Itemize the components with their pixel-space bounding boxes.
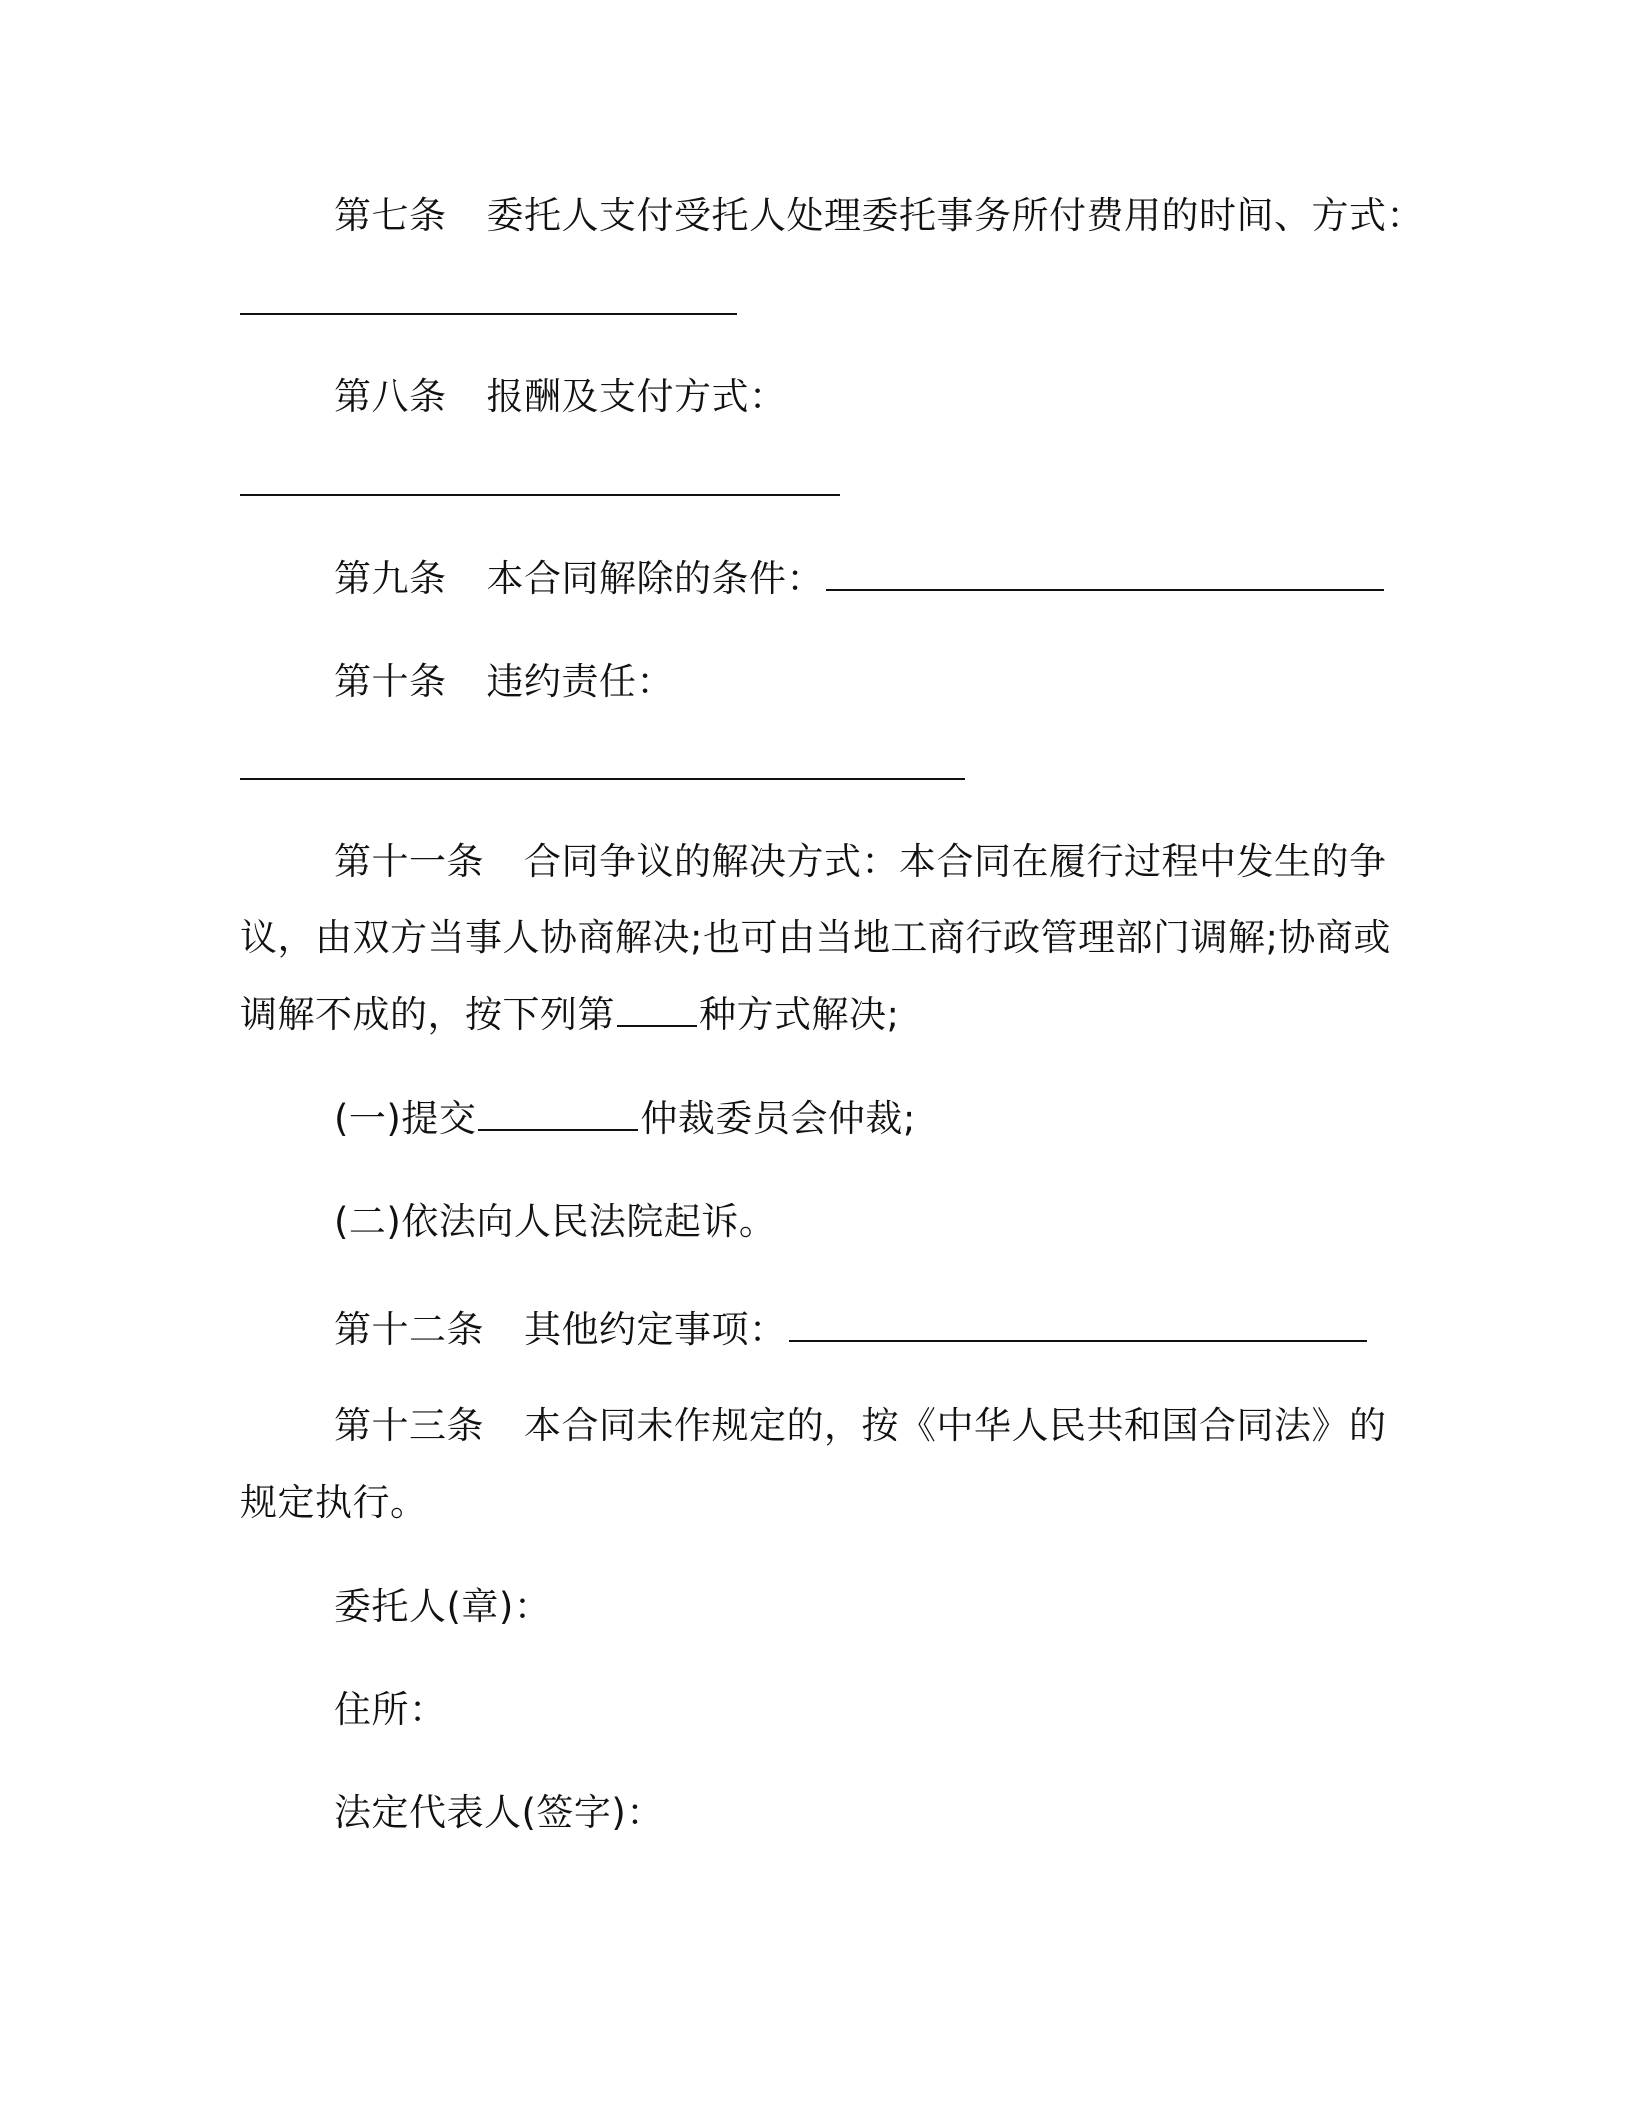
article-9-blank-line: [826, 559, 1384, 591]
option-2: (二)依法向人民法院起诉。: [334, 1200, 777, 1243]
article-13-number: 第十三条: [334, 1404, 484, 1447]
article-10-text: 违约责任：: [486, 660, 674, 703]
article-7-text: 委托人支付受托人处理委托事务所付费用的时间、方式：: [486, 194, 1424, 237]
article-7-number: 第七条: [334, 194, 447, 237]
article-11-text-3b: 种方式解决;: [699, 993, 900, 1036]
article-8-text: 报酬及支付方式：: [486, 375, 787, 418]
article-11-text-3a: 调解不成的，按下列第: [240, 993, 615, 1036]
article-9-text: 本合同解除的条件：: [486, 557, 824, 600]
article-11-line-2: 议，由双方当事人协商解决;也可由当地工商行政管理部门调解;协商或: [240, 916, 1391, 959]
article-13-text-1: 本合同未作规定的，按《中华人民共和国合同法》的: [524, 1404, 1387, 1447]
option-1: [334, 1095, 916, 1143]
option-1-text-a: (一)提交: [334, 1097, 477, 1140]
article-12-number: 第十二条: [334, 1308, 484, 1351]
article-13-line-2: 规定执行。: [240, 1481, 428, 1524]
article-12-text: 其他约定事项：: [524, 1308, 787, 1351]
article-10-blank-line: [240, 778, 965, 780]
article-8: [334, 373, 787, 421]
article-11-line-1: [334, 838, 1387, 886]
article-10-number: 第十条: [334, 660, 447, 703]
article-9-number: 第九条: [334, 557, 447, 600]
article-10: [334, 658, 674, 706]
article-13-line-1: [334, 1402, 1387, 1450]
principal-seal-label: 委托人(章)：: [334, 1585, 552, 1628]
option-1-text-b: 仲裁委员会仲裁;: [640, 1097, 916, 1140]
option-1-blank-line: [478, 1099, 638, 1131]
article-12-blank-line: [789, 1310, 1367, 1342]
article-11-blank-line: [617, 995, 697, 1027]
article-9: [334, 555, 1386, 603]
address-label: 住所：: [334, 1688, 447, 1731]
article-8-number: 第八条: [334, 375, 447, 418]
article-7: [334, 192, 1424, 240]
article-12: [334, 1306, 1369, 1354]
article-11-number: 第十一条: [334, 840, 484, 883]
article-8-blank-line: [240, 494, 840, 496]
article-11-text-1: 合同争议的解决方式：本合同在履行过程中发生的争: [524, 840, 1387, 883]
article-11-line-3: [240, 991, 899, 1039]
legal-representative-label: 法定代表人(签字)：: [334, 1791, 664, 1834]
article-7-blank-line: [240, 313, 737, 315]
